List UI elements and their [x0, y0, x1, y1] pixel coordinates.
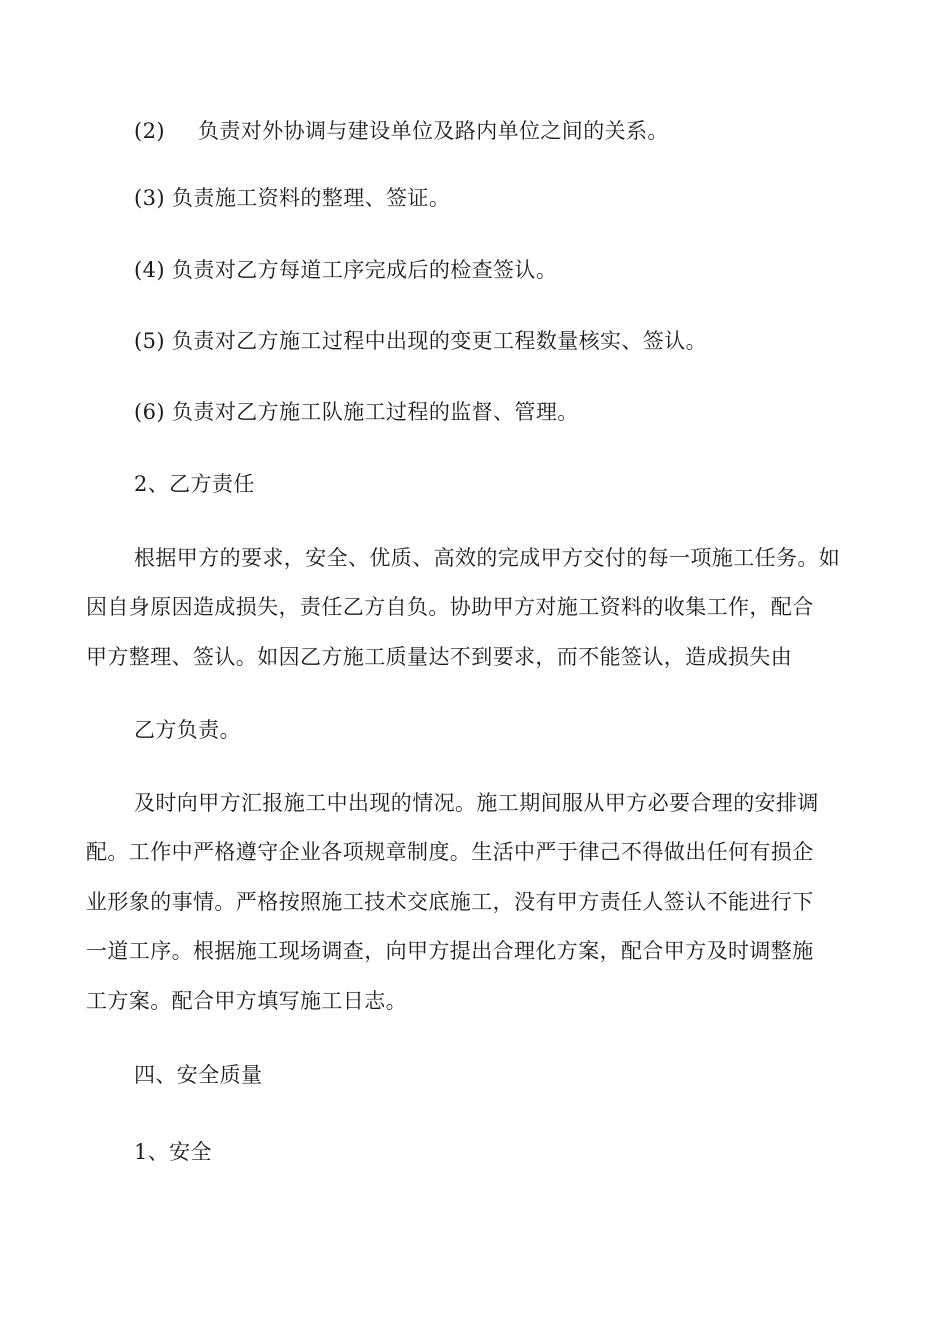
- item-number: (3): [134, 186, 165, 210]
- item-text: 负责对乙方施工过程中出现的变更工程数量核实、签认。: [172, 329, 708, 353]
- subsection-heading: 1、安全: [134, 1140, 212, 1164]
- paragraph-line: 根据甲方的要求，安全、优质、高效的完成甲方交付的每一项施工任务。如: [134, 546, 841, 570]
- paragraph-line: 业形象的事情。严格按照施工技术交底施工，没有甲方责任人签认不能进行下: [86, 890, 814, 914]
- item-number: (2): [134, 119, 165, 143]
- item-text: 负责对乙方每道工序完成后的检查签认。: [172, 258, 558, 282]
- section-heading: 四、安全质量: [134, 1063, 263, 1087]
- list-item: [134, 183, 450, 213]
- paragraph-line: 工方案。配合甲方填写施工日志。: [86, 989, 407, 1013]
- item-number: (4): [134, 258, 165, 282]
- item-number: (5): [134, 329, 165, 353]
- item-number: (6): [134, 400, 165, 424]
- item-text: 负责对乙方施工队施工过程的监督、管理。: [172, 400, 579, 424]
- paragraph-line: 乙方负责。: [134, 718, 241, 742]
- section-heading: 2、乙方责任: [134, 472, 255, 496]
- item-text: 负责对外协调与建设单位及路内单位之间的关系。: [198, 119, 669, 143]
- paragraph-line: 配。工作中严格遵守企业各项规章制度。生活中严于律己不得做出任何有损企: [86, 840, 814, 864]
- list-item: [134, 255, 557, 285]
- list-item: [134, 326, 707, 356]
- paragraph-line: 甲方整理、签认。如因乙方施工质量达不到要求，而不能签认，造成损失由: [86, 645, 793, 669]
- list-item: [134, 397, 579, 427]
- paragraph-line: 及时向甲方汇报施工中出现的情况。施工期间服从甲方必要合理的安排调: [134, 791, 819, 815]
- list-item: [134, 116, 669, 146]
- paragraph-line: 因自身原因造成损失，责任乙方自负。协助甲方对施工资料的收集工作，配合: [86, 595, 814, 619]
- paragraph-line: 一道工序。根据施工现场调查，向甲方提出合理化方案，配合甲方及时调整施: [86, 939, 814, 963]
- item-text: 负责施工资料的整理、签证。: [172, 186, 451, 210]
